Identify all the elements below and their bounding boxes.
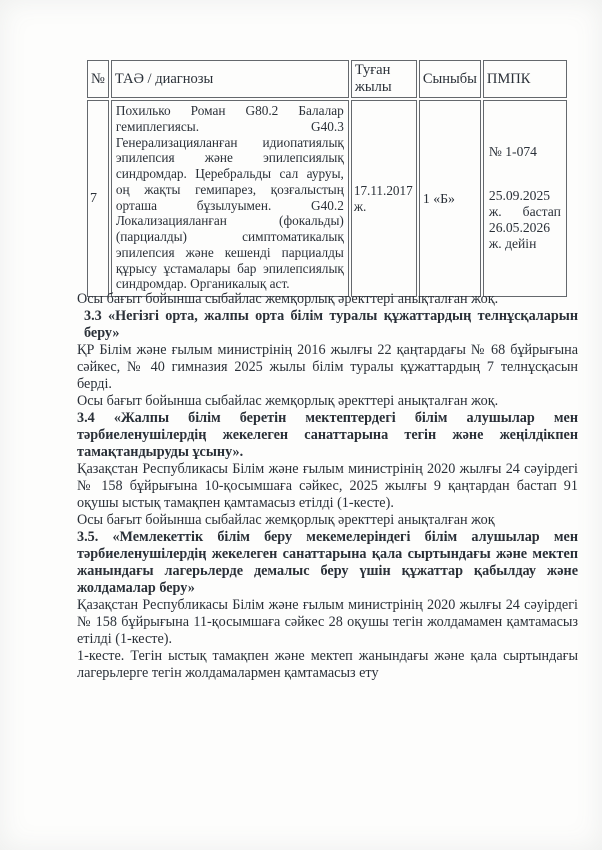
heading-3-4: 3.4 «Жалпы білім беретін мектептердегі білім алушылар мен тәрбиеленушілердің жекелеген санаттарына тегін және жеңілдікпен тамақтандыруды ұсыну». (77, 410, 578, 460)
pmpk-validity-period: 25.09.2025 ж. бастап 26.05.2026 ж. дейін (488, 187, 561, 252)
header-name-diagnosis: ТАӘ / диагнозы (111, 60, 349, 98)
heading-3-3: 3.3 «Негізгі орта, жалпы орта білім туралы құжаттардың телнұсқаларын беру» (84, 308, 578, 341)
heading-3-5: 3.5. «Мемлекеттік білім беру мекемелеріндегі білім алушылар мен тәрбиеленушілердің жекелеген санаттарына қала сыртындағы және мектеп жанындағы лагерьлерде демалыс беру үшін құжаттар қабылдау және жолдамалар беру» (77, 529, 578, 596)
paragraph-3-4-body: Қазақстан Республикасы Білім және ғылым министрінің 2020 жылғы 24 сәуірдегі № 158 бұйрығына 10-қосымшаға сәйкес, 2025 жылғы 9 қаңтардан бастап 91 оқушы ыстық тамақпен қамтамасыз етілді (1-кесте). (77, 461, 578, 511)
paragraph-no-corruption-2: Осы бағыт бойынша сыбайлас жемқорлық әректтері анықталған жоқ. (77, 393, 499, 409)
header-birth-year: Туған жылы (351, 60, 417, 98)
pmpk-number: № 1-074 (488, 144, 537, 160)
header-pmpk: ПМПК (483, 60, 567, 98)
birth-year-cell: 17.11.2017 ж. (351, 100, 417, 297)
table-row (87, 100, 567, 297)
paragraph-no-corruption-1: Осы бағыт бойынша сыбайлас жемқорлық әректтері анықталған жоқ. (77, 291, 499, 307)
row-number-cell: 7 (87, 100, 109, 297)
report-body (77, 291, 578, 682)
diagnosis-cell: Похилько Роман G80.2 Балалар гемиплегиясы. G40.3 Генерализацияланған идиопатиялық эпилепсия және эпилепсиялық синдромдар. Церебральды сал ауруы, оң жақты гемипарез, қозғалыстың орташа бұзылуымен. G40.2 Локализацияланған (фокальды) (парциалды) симптоматикалық эпилепсия және кешенді парциалды құрысу ұстамалары бар эпилепсиялық синдромдар. Органикалық аст. (111, 100, 349, 297)
class-cell: 1 «Б» (419, 100, 481, 297)
header-class: Сыныбы (419, 60, 481, 98)
header-number: № (87, 60, 109, 98)
table-header-row (87, 60, 567, 98)
pmpk-cell (483, 100, 567, 297)
paragraph-3-3-body: ҚР Білім және ғылым министрінің 2016 жылғы 22 қаңтардағы № 68 бұйрығына сәйкес, № 40 гимназия 2025 жылы білім туралы құжаттардың 7 телнұсқасын берді. (77, 342, 578, 392)
paragraph-3-5-body: Қазақстан Республикасы Білім және ғылым министрінің 2020 жылғы 24 сәуірдегі № 158 бұйрығына 11-қосымшаға сәйкес 28 оқушы тегін жолдамамен қамтамасыз етілді (1-кесте). (77, 597, 578, 647)
student-record-table (85, 58, 569, 299)
paragraph-no-corruption-3: Осы бағыт бойынша сыбайлас жемқорлық әректтері анықталған жоқ (77, 512, 495, 528)
paragraph-table-1-caption: 1-кесте. Тегін ыстық тамақпен және мектеп жанындағы және қала сыртындағы лагерьлерге тегін жолдамалармен қамтамасыз ету (77, 648, 578, 681)
